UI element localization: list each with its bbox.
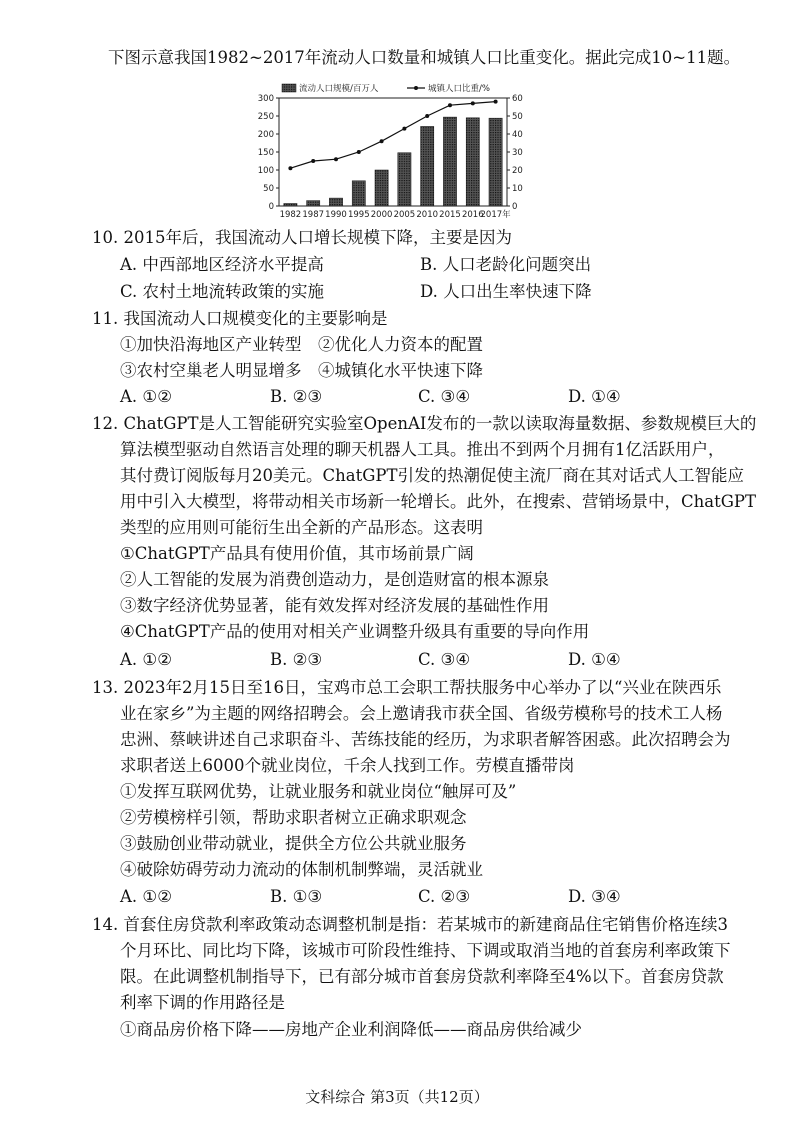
q10-option-b: B. 人口老龄化问题突出 <box>420 255 592 274</box>
x-tick-label: 1990 <box>325 210 347 220</box>
urban-ratio-point <box>288 166 292 170</box>
q11-stem: 11. 我国流动人口规模变化的主要影响是 <box>92 309 388 328</box>
q13-option-a: A. ①② <box>120 887 172 906</box>
urban-ratio-point <box>334 157 338 161</box>
bar <box>489 118 502 206</box>
q14-line-4: 利率下调的作用路径是 <box>120 993 285 1012</box>
population-chart <box>255 72 525 224</box>
q11-item-3: ③农村空巢老人明显增多 <box>120 361 302 380</box>
q10-option-a: A. 中西部地区经济水平提高 <box>120 255 324 274</box>
q13-option-d: D. ③④ <box>568 887 621 906</box>
q10-stem: 10. 2015年后，我国流动人口增长规模下降，主要是因为 <box>92 228 512 247</box>
x-tick-label: 2015 <box>439 210 461 220</box>
q12-line-3: 其付费订阅版每月20美元。ChatGPT引发的热潮促使主流厂商在其对话式人工智能应 <box>120 466 745 485</box>
x-tick-label: 2000 <box>370 210 393 220</box>
q12-option-b: B. ②③ <box>270 650 323 669</box>
legend-line-label: 城镇人口比重/% <box>428 84 490 94</box>
urban-ratio-point <box>402 127 406 131</box>
q14-line-1: 14. 首套住房贷款利率政策动态调整机制是指：若某城市的新建商品住宅销售价格连续3 <box>92 915 728 934</box>
legend-bar-swatch <box>282 84 296 92</box>
q12-item-1: ①ChatGPT产品具有使用价值，其市场前景广阔 <box>120 544 474 563</box>
right-tick-label: 40 <box>512 130 523 140</box>
left-tick-label: 100 <box>257 166 274 176</box>
q12-option-a: A. ①② <box>120 650 172 669</box>
q12-line-2: 算法模型驱动自然语言处理的聊天机器人工具。推出不到两个月拥有1亿活跃用户， <box>120 440 725 459</box>
q13-option-c: C. ②③ <box>418 887 471 906</box>
bar <box>398 153 411 206</box>
q13-line-4: 求职者送上6000个就业岗位，千余人找到工作。劳模直播带岗 <box>120 756 575 775</box>
q13-option-b: B. ①③ <box>270 887 323 906</box>
legend-line-marker <box>414 86 418 90</box>
q11-item-4: ④城镇化水平快速下降 <box>318 361 483 380</box>
q11-item-1: ①加快沿海地区产业转型 <box>120 335 302 354</box>
q13-item-4: ④破除妨碍劳动力流动的体制机制弊端，灵活就业 <box>120 860 483 879</box>
q10-option-c: C. 农村土地流转政策的实施 <box>120 282 325 301</box>
bar <box>329 198 342 206</box>
q11-option-a: A. ①② <box>120 387 172 406</box>
x-tick-label: 1987 <box>302 210 325 220</box>
q10-option-d: D. 人口出生率快速下降 <box>420 282 592 301</box>
legend-bar-label: 流动人口规模/百万人 <box>299 84 379 94</box>
left-tick-label: 200 <box>257 130 274 140</box>
right-tick-label: 0 <box>512 202 518 212</box>
x-tick-label: 2017年 <box>480 210 511 220</box>
q12-item-2: ②人工智能的发展为消费创造动力，是创造财富的根本源泉 <box>120 570 549 589</box>
urban-ratio-point <box>311 159 315 163</box>
x-tick-label: 2016 <box>461 210 484 220</box>
q11-option-b: B. ②③ <box>270 387 323 406</box>
right-tick-label: 60 <box>512 94 523 104</box>
q13-line-1: 13. 2023年2月15日至16日，宝鸡市总工会职工帮扶服务中心举办了以“兴业在陕西乐 <box>92 678 722 697</box>
q13-line-2: 业在家乡”为主题的网络招聘会。会上邀请我市获全国、省级劳模称号的技术工人杨 <box>120 704 723 723</box>
bar <box>284 203 297 206</box>
q12-option-d: D. ①④ <box>568 650 621 669</box>
right-tick-label: 50 <box>512 112 523 122</box>
q13-item-2: ②劳模榜样引领，帮助求职者树立正确求职观念 <box>120 808 467 827</box>
x-tick-label: 2005 <box>393 210 416 220</box>
q12-line-4: 用中引入大模型，将带动相关市场新一轮增长。此外，在搜索、营销场景中，ChatGPT <box>120 492 757 511</box>
left-tick-label: 250 <box>257 112 274 122</box>
urban-ratio-point <box>380 139 384 143</box>
q14-line-2: 个月环比、同比均下降，该城市可阶段性维持、下调或取消当地的首套房利率政策下 <box>120 941 731 960</box>
q14-item-1: ①商品房价格下降——房地产企业利润降低——商品房供给减少 <box>120 1020 582 1039</box>
left-tick-label: 150 <box>257 148 274 158</box>
bar <box>466 118 479 206</box>
x-tick-label: 1995 <box>347 210 370 220</box>
urban-ratio-line <box>290 102 495 169</box>
q13-item-1: ①发挥互联网优势，让就业服务和就业岗位“触屏可及” <box>120 782 517 801</box>
q14-line-3: 限。在此调整机制指导下，已有部分城市首套房贷款利率降至4%以下。首套房贷款 <box>120 967 724 986</box>
q12-item-3: ③数字经济优势显著，能有效发挥对经济发展的基础性作用 <box>120 596 549 615</box>
urban-ratio-point <box>494 100 498 104</box>
q13-item-3: ③鼓励创业带动就业，提供全方位公共就业服务 <box>120 834 467 853</box>
q12-line-5: 类型的应用则可能衍生出全新的产品形态。这表明 <box>120 518 483 537</box>
bar <box>443 117 456 206</box>
q13-line-3: 忠洲、蔡峡讲述自己求职奋斗、苦练技能的经历，为求职者解答困惑。此次招聘会为 <box>120 730 731 749</box>
q12-option-c: C. ③④ <box>418 650 471 669</box>
left-tick-label: 0 <box>268 202 274 212</box>
bar <box>375 170 388 206</box>
right-tick-label: 30 <box>512 148 523 158</box>
right-tick-label: 10 <box>512 184 523 194</box>
bar <box>307 201 320 206</box>
q11-item-2: ②优化人力资本的配置 <box>318 335 483 354</box>
bar <box>352 181 365 206</box>
right-tick-label: 20 <box>512 166 523 176</box>
q11-option-c: C. ③④ <box>418 387 471 406</box>
bar <box>421 126 434 206</box>
left-tick-label: 50 <box>263 184 274 194</box>
q12-item-4: ④ChatGPT产品的使用对相关产业调整升级具有重要的导向作用 <box>120 622 590 641</box>
q11-option-d: D. ①④ <box>568 387 621 406</box>
urban-ratio-point <box>357 150 361 154</box>
urban-ratio-point <box>425 114 429 118</box>
chart-legend <box>282 83 490 94</box>
page-footer: 文科综合 第3页（共12页） <box>305 1088 489 1106</box>
x-tick-label: 2010 <box>416 210 439 220</box>
urban-ratio-point <box>448 103 452 107</box>
x-tick-label: 1982 <box>279 210 302 220</box>
left-tick-label: 300 <box>257 94 274 104</box>
q12-line-1: 12. ChatGPT是人工智能研究实验室OpenAI发布的一款以读取海量数据、参数规模巨大的 <box>92 414 757 433</box>
intro-text: 下图示意我国1982~2017年流动人口数量和城镇人口比重变化。据此完成10~11题。 <box>108 48 741 67</box>
urban-ratio-point <box>471 101 475 105</box>
